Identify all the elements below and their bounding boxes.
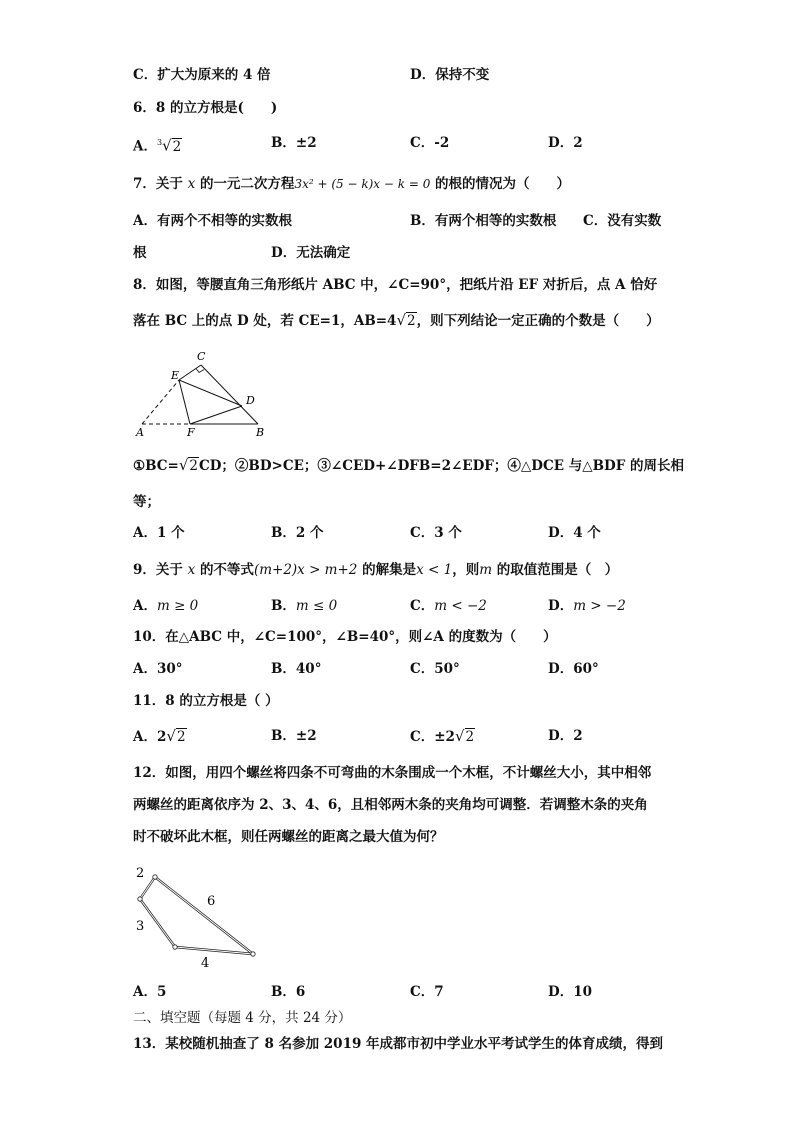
q8-label-f: F xyxy=(187,426,195,439)
q12-label-6: 6 xyxy=(207,894,216,909)
q7-option-c-cont: 根 xyxy=(133,245,147,261)
q7-option-b: B．有两个相等的实数根 xyxy=(410,213,557,229)
q7-stem: 7．关于 x 的一元二次方程3x² + (5 − k)x − k = 0 的根的情况为（ ） xyxy=(133,176,571,192)
q12-label-3: 3 xyxy=(136,919,145,934)
q8-figure xyxy=(133,348,273,440)
q6-option-c: C．-2 xyxy=(410,135,450,151)
q8-line1: 8．如图，等腰直角三角形纸片 ABC 中，∠C=90°，把纸片沿 EF 对折后，点 A 恰好 xyxy=(133,277,658,293)
q8-line2: 落在 BC 上的点 D 处，若 CE=1，AB=4√2，则下列结论一定正确的个数是（ ） xyxy=(133,311,660,329)
q10-option-c: C．50° xyxy=(410,661,460,677)
q8-option-b: B．2 个 xyxy=(271,525,324,541)
q8-option-d: D．4 个 xyxy=(548,525,601,541)
q12-line1: 12．如图，用四个螺丝将四条不可弯曲的木条围成一个木框，不计螺丝大小，其中相邻 xyxy=(133,765,652,781)
q9-option-a: A．m ≥ 0 xyxy=(133,598,199,614)
q10-option-b: B．40° xyxy=(271,661,322,677)
q8-label-e: E xyxy=(171,369,180,382)
q12-option-b: B．6 xyxy=(271,984,306,1000)
q10-option-d: D．60° xyxy=(548,661,599,677)
q11-option-a: A．2√2 xyxy=(133,727,186,745)
q12-option-a: A．5 xyxy=(133,984,167,1000)
q7-option-c: C．没有实数 xyxy=(583,213,662,229)
q8-conclusions-cont: 等； xyxy=(133,494,160,510)
q12-figure xyxy=(133,860,263,970)
q6-stem: 6．8 的立方根是( ) xyxy=(133,100,278,116)
q9-option-c: C．m < −2 xyxy=(410,598,487,614)
q9-option-d: D．m > −2 xyxy=(548,598,626,614)
q9-stem: 9．关于 x 的不等式(m+2)x > m+2 的解集是x < 1，则m 的取值范围是（ ） xyxy=(133,562,619,578)
q6-option-a: A．$^3$√2 xyxy=(133,136,182,155)
q10-stem: 10．在△ABC 中，∠C=100°，∠B=40°，则∠A 的度数为（ ） xyxy=(133,629,557,645)
q12-line2: 两螺丝的距离依序为 2、3、4、6，且相邻两木条的夹角均可调整．若调整木条的夹角 xyxy=(133,797,648,813)
q7-option-d: D．无法确定 xyxy=(271,245,351,261)
section-heading: 二、填空题（每题 4 分，共 24 分） xyxy=(133,1010,352,1026)
q12-option-d: D．10 xyxy=(548,984,592,1000)
q12-line3: 时不破坏此木框，则任两螺丝的距离之最大值为何？ xyxy=(133,829,444,845)
q11-stem: 11．8 的立方根是（ ） xyxy=(133,693,279,709)
q5-option-d: D．保持不变 xyxy=(410,67,490,83)
q8-label-d: D xyxy=(246,394,255,407)
q6-option-d: D．2 xyxy=(548,135,583,151)
q8-label-c: C xyxy=(197,350,206,363)
q5-option-c: C．扩大为原来的 4 倍 xyxy=(133,67,271,83)
q11-option-d: D．2 xyxy=(548,728,583,744)
q9-option-b: B．m ≤ 0 xyxy=(271,598,338,614)
q11-option-c: C．±2√2 xyxy=(410,727,475,745)
q8-option-a: A．1 个 xyxy=(133,525,185,541)
q10-option-a: A．30° xyxy=(133,661,183,677)
q13-line1: 13．某校随机抽查了 8 名参加 2019 年成都市初中学业水平考试学生的体育成绩，得到 xyxy=(133,1036,664,1052)
q12-option-c: C．7 xyxy=(410,984,444,1000)
q11-option-b: B．±2 xyxy=(271,728,317,744)
q8-label-b: B xyxy=(256,426,265,439)
q8-label-a: A xyxy=(136,426,144,439)
q8-conclusions: ①BC=√2CD；②BD>CE；③∠CED+∠DFB=2∠EDF；④△DCE 与△BDF 的周长相 xyxy=(133,456,684,474)
q7-option-a: A．有两个不相等的实数根 xyxy=(133,213,292,229)
q8-option-c: C．3 个 xyxy=(410,525,462,541)
q12-label-2: 2 xyxy=(136,866,145,881)
q12-label-4: 4 xyxy=(201,956,210,970)
q6-option-b: B．±2 xyxy=(271,135,317,151)
